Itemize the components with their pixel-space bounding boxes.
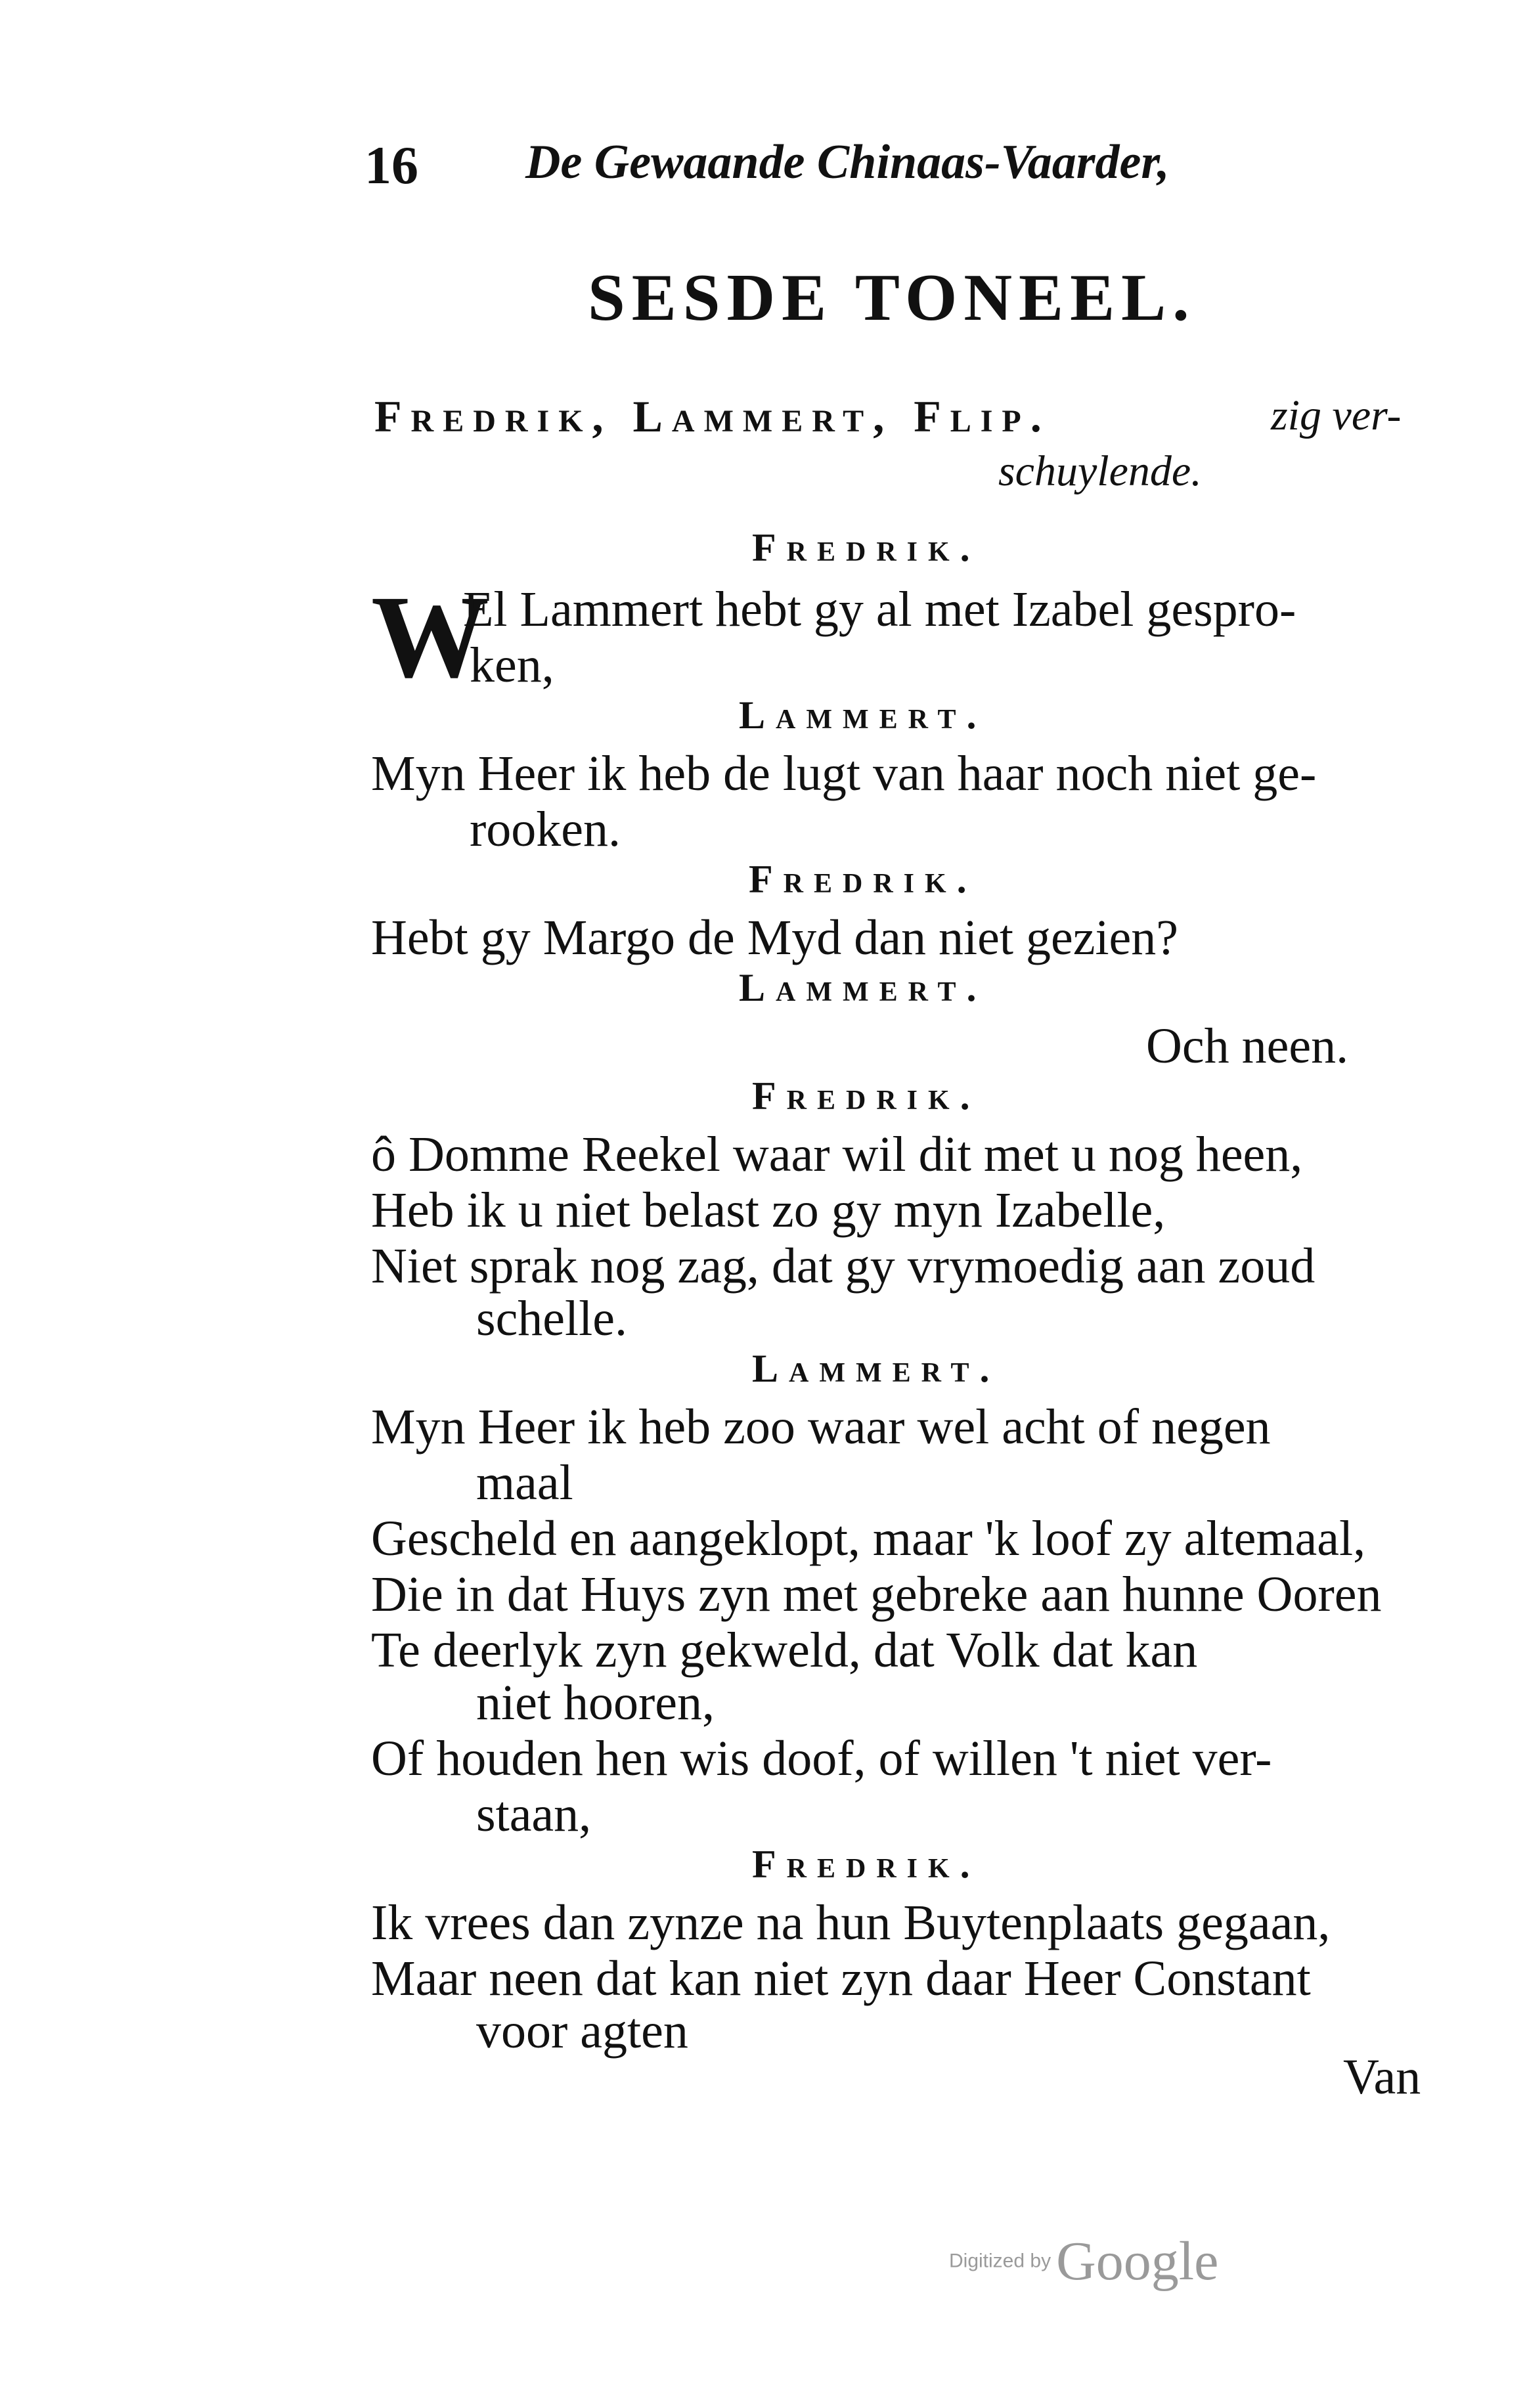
verse-line: Och neen. <box>1146 1018 1349 1074</box>
speaker-name: Lammert. <box>739 693 987 737</box>
google-logo: Google <box>1056 2231 1219 2292</box>
verse-line: Myn Heer ik heb zoo waar wel acht of negen <box>371 1399 1271 1455</box>
verse-line: Die in dat Huys zyn met gebreke aan hunne Ooren <box>371 1567 1382 1622</box>
verse-line: ô Domme Reekel waar wil dit met u nog heen, <box>371 1127 1303 1182</box>
running-title: De Gewaande Chinaas-Vaarder, <box>525 135 1170 189</box>
catchword: Van <box>1343 2049 1421 2105</box>
stage-direction-continued: schuylende. <box>998 447 1202 495</box>
scene-title: SESDE TONEEL. <box>588 261 1196 335</box>
stage-direction: zig ver- <box>1271 391 1402 439</box>
speaker-name: Fredrik. <box>749 858 977 901</box>
page-number: 16 <box>365 135 418 195</box>
cast-list: Fredrik, Lammert, Flip. <box>374 391 1051 441</box>
verse-line: Maar neen dat kan niet zyn daar Heer Constant <box>371 1951 1311 2006</box>
verse-line: El Lammert hebt gy al met Izabel gespro- <box>463 582 1296 637</box>
verse-line: Te deerlyk zyn gekweld, dat Volk dat kan <box>371 1623 1198 1678</box>
verse-line-continued: schelle. <box>476 1291 628 1346</box>
verse-line: Hebt gy Margo de Myd dan niet gezien? <box>371 910 1179 965</box>
speaker-name: Lammert. <box>739 966 987 1009</box>
verse-line: Niet sprak nog zag, dat gy vrymoedig aan zoud <box>371 1238 1316 1294</box>
verse-line-continued: staan, <box>476 1787 592 1842</box>
verse-line: Of houden hen wis doof, of willen 't niet ver- <box>371 1731 1272 1786</box>
verse-line: Gescheld en aangeklopt, maar 'k loof zy altemaal, <box>371 1511 1366 1566</box>
digitization-watermark <box>949 2229 1218 2293</box>
speaker-name: Lammert. <box>752 1347 1000 1390</box>
verse-line-continued: ken, <box>470 638 554 693</box>
verse-line-continued: rooken. <box>470 802 621 857</box>
verse-line-continued: niet hooren, <box>476 1675 715 1730</box>
verse-line-continued: voor agten <box>476 2003 688 2059</box>
drop-cap: W <box>371 571 489 702</box>
watermark-small-text: Digitized by <box>949 2250 1051 2272</box>
speaker-name: Fredrik. <box>752 526 981 569</box>
verse-line: Myn Heer ik heb de lugt van haar noch niet ge- <box>371 746 1317 801</box>
verse-line: Ik vrees dan zynze na hun Buytenplaats gegaan, <box>371 1895 1331 1950</box>
speaker-name: Fredrik. <box>752 1843 981 1886</box>
verse-line-continued: maal <box>476 1455 573 1510</box>
verse-line: Heb ik u niet belast zo gy myn Izabelle, <box>371 1183 1166 1238</box>
speaker-name: Fredrik. <box>752 1074 981 1118</box>
